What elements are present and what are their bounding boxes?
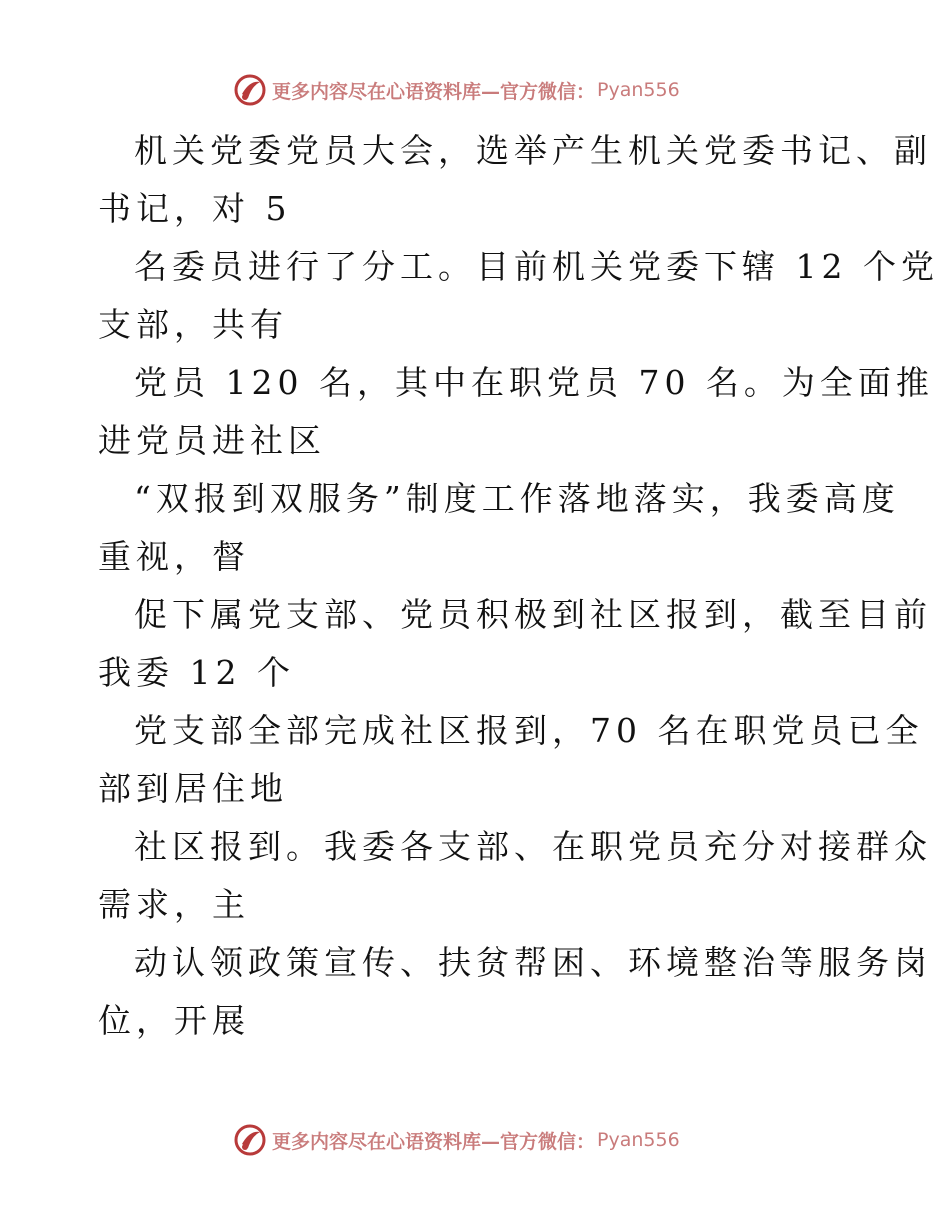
logo-icon bbox=[232, 1122, 268, 1158]
body-line: 机关党委党员大会，选举产生机关党委书记、副 bbox=[134, 131, 932, 170]
footer-watermark-banner bbox=[232, 1120, 752, 1160]
body-line: “双报到双服务”制度工作落地落实，我委高度 bbox=[134, 479, 900, 518]
body-line: 动认领政策宣传、扶贫帮困、环境整治等服务岗 bbox=[134, 943, 932, 982]
header-banner-id: Pyan556 bbox=[597, 79, 680, 101]
body-line: 位，开展 bbox=[98, 1001, 250, 1040]
body-line: 部到居住地 bbox=[98, 769, 288, 808]
document-body bbox=[98, 122, 939, 1050]
header-banner-text: 更多内容尽在心语资料库—官方微信： bbox=[272, 80, 596, 103]
body-line: 重视，督 bbox=[98, 537, 250, 576]
header-watermark-banner bbox=[232, 70, 752, 110]
body-line: 进党员进社区 bbox=[98, 421, 326, 460]
logo-icon bbox=[232, 72, 268, 108]
footer-banner-id: Pyan556 bbox=[597, 1129, 680, 1151]
body-line: 促下属党支部、党员积极到社区报到，截至目前 bbox=[134, 595, 932, 634]
body-line: 书记，对 5 bbox=[98, 189, 292, 228]
body-line: 名委员进行了分工。目前机关党委下辖 12 个党 bbox=[134, 247, 939, 286]
footer-banner-text: 更多内容尽在心语资料库—官方微信： bbox=[272, 1130, 596, 1153]
body-line: 需求，主 bbox=[98, 885, 250, 924]
body-line: 支部，共有 bbox=[98, 305, 288, 344]
body-line: 我委 12 个 bbox=[98, 653, 295, 692]
body-line: 党员 120 名，其中在职党员 70 名。为全面推 bbox=[134, 363, 934, 402]
body-line: 党支部全部完成社区报到，70 名在职党员已全 bbox=[134, 711, 924, 750]
body-line: 社区报到。我委各支部、在职党员充分对接群众 bbox=[134, 827, 932, 866]
